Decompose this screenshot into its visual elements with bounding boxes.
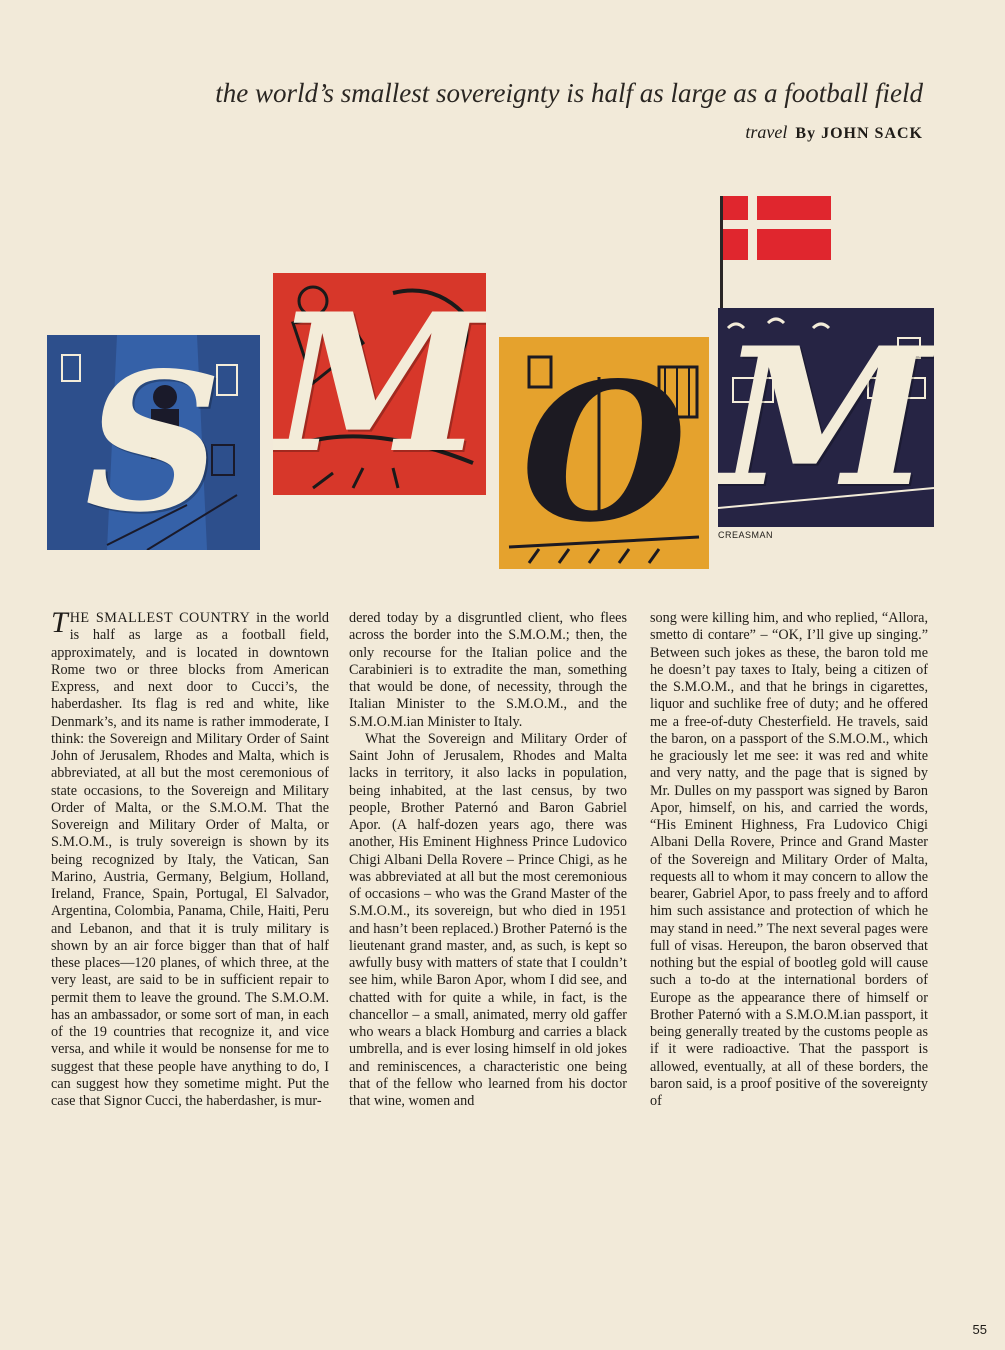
headline: the world’s smallest sovereignty is half as large as a football field [215,78,923,108]
article-paragraph: dered today by a disgruntled client, who flees across the border into the S.M.O.M.; then, the only recourse for the Italian police and the Carabinieri is to extradite the man, something that would be done, of necessity, through the Italian Minister to the S.M.O.M., and the S.M.O.M.ian Minister to Italy. [349,610,627,730]
article-column-3 [650,610,928,1110]
byline [745,122,923,143]
section-label: travel [745,122,788,142]
page-number: 55 [972,1322,987,1337]
article-paragraph: song were killing him, and who replied, “Allora, smetto di contare” – “OK, I’ll give up singing.” Between such jokes as these, the baron told me he doesn’t pay taxes to Italy, being a citizen of the S.M.O.M., and that he brings in cigarettes, liquor and suchlike free of duty; and he offered me a free-of-duty Chesterfield. He travels, said the baron, on a passport of the S.M.O.M., which he graciously let me see: it was red and white and very natty, and the page that is signed by Mr. Dulles on my passport was signed by Baron Apor, himself, on his, and carried the words, “His Eminent Highness, Fra Ludovico Chigi Albani Della Rovere, Prince and Grand Master of the Sovereign and Military Order of Malta, requests all to whom it may concern to allow the bearer, Gabriel Apor, to pass freely and to afford him such assistance and protection of which he may stand in need.” The next several pages were full of visas. Hereupon, the baron observed that nothing but the espial of bootleg gold will cause such a to-do at the international borders of Europe as the appearance there of himself or Brother Paternó with a S.M.O.M.ian passport, it being generally treated by the customs people as if it were radioactive. That the passport is allowed, eventually, at all of these borders, the baron said, is a proof positive of the sovereignty of [650,610,928,1109]
illustration-credit: CREASMAN [718,530,774,540]
author-line: By JOHN SACK [795,125,923,142]
illustration-tile-m-dragon [273,273,486,495]
illustration-tile-s [47,335,260,550]
article-column-1 [51,606,329,1110]
illustration-tile-o [499,337,709,569]
illustration-tile-m-night [718,308,934,527]
lead-in: HE SMALLEST COUNTRY [69,610,251,626]
letter-o: O [521,341,687,564]
letter-s: S [84,335,223,550]
red-white-flag [720,196,831,260]
article-paragraph [51,606,329,1110]
letter-m-first: M [274,273,485,495]
article-column-2 [349,610,627,1110]
article-paragraph: What the Sovereign and Military Order of Saint John of Jerusalem, Rhodes and Malta lacks in territory, it also lacks in population, being inhabited, at the last census, by two people, Brother Paternó and Baron Gabriel Apor. (A half-dozen years ago, there was another, His Eminent Highness Prince Ludovico Chigi Albani Della Rovere – Prince Chigi, as he was abbreviated at all but the most ceremonious of occasions – who was the Grand Master of the S.M.O.M., its sovereign, but who died in 1951 and hasn’t been replaced.) Brother Paternó is the lieutenant grand master, and, as such, is kept so awfully busy with matters of state that I couldn’t see him, while Baron Apor, whom I did see, and chatted with for quite a while, in fact, is the chancellor – a small, animated, merry old gaffer who wears a black Homburg and carries a black umbrella, and is ever losing himself in old jokes and reminiscences, a characteristic one being that of the fellow who learned from his doctor that wine, women and [349,730,627,1109]
column-1-text: in the world is half as large as a football field, approximately, and is located in downtown Rome two or three blocks from American Express, and next door to Cucci’s, the haberdasher. Its flag is red and white, like Denmark’s, and its name is rather immoderate, I think: the Sovereign and Military Order of Saint John of Jerusalem, Rhodes and Malta, which is abbreviated, at all but the most ceremonious of state occasions, to the Sovereign and Military Order of Malta, or the S.M.O.M. That the Sovereign and Military Order of Malta, or S.M.O.M., is truly sovereign is shown by its being recognized by Italy, the Vatican, San Marino, Austria, Germany, Belgium, Holland, Ireland, France, Spain, Portugal, El Salvador, Argentina, Colombia, Panama, Chile, Haiti, Peru and Lebanon, and that it is truly military is shown by an air force bigger than that of half these places—120 planes, of which three, at the very least, are said to be in sufficient repair to permit them to leave the ground. The S.M.O.M. has an ambassador, or some sort of man, in each of the 19 countries that recognize it, and vice versa, and while it would be nonsense for me to suggest that these people have anything to do, I can suggest how they sometime might. Put the case that Signor Cucci, the haberdasher, is mur- [51,610,329,1109]
drop-cap: T [51,606,68,639]
letter-m-second: M [720,308,932,527]
